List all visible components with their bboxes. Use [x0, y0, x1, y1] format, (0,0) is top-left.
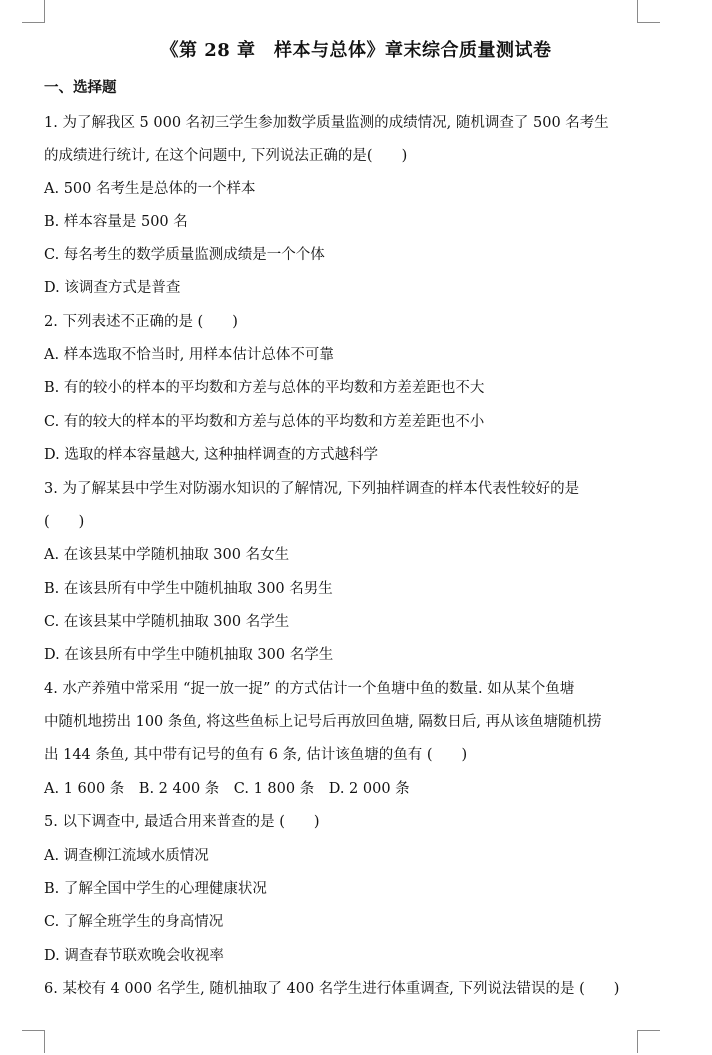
question-line: 4. 水产养殖中常采用 “捉一放一捉” 的方式估计一个鱼塘中鱼的数量. 如从某个鱼塘: [44, 681, 575, 697]
question-line: 的成绩进行统计, 在这个问题中, 下列说法正确的是( ): [44, 148, 408, 164]
question-line: 3. 为了解某县中学生对防溺水知识的了解情况, 下列抽样调查的样本代表性较好的是: [44, 481, 580, 497]
option-line: A. 样本选取不恰当时, 用样本估计总体不可靠: [44, 347, 334, 363]
option-line: B. 了解全国中学生的心理健康状况: [44, 881, 267, 897]
option-line: A. 500 名考生是总体的一个样本: [44, 181, 256, 197]
section-heading: 一、选择题: [44, 80, 117, 96]
question-line: 5. 以下调查中, 最适合用来普查的是 ( ): [44, 814, 320, 830]
question-line: 6. 某校有 4 000 名学生, 随机抽取了 400 名学生进行体重调查, 下列说法错误的是 ( ): [44, 981, 620, 997]
document-title: 《第 28 章 样本与总体》章末综合质量测试卷: [160, 40, 552, 61]
page-corner-mark: [22, 1030, 45, 1053]
question-line: 2. 下列表述不正确的是 ( ): [44, 314, 238, 330]
page-corner-mark: [22, 0, 45, 23]
option-line: D. 在该县所有中学生中随机抽取 300 名学生: [44, 647, 334, 663]
option-line: D. 选取的样本容量越大, 这种抽样调查的方式越科学: [44, 447, 379, 463]
option-line: C. 每名考生的数学质量监测成绩是一个个体: [44, 247, 325, 263]
option-line: B. 样本容量是 500 名: [44, 214, 188, 230]
option-line: D. 调查春节联欢晚会收视率: [44, 948, 224, 964]
option-line: C. 在该县某中学随机抽取 300 名学生: [44, 614, 290, 630]
question-line: 出 144 条鱼, 其中带有记号的鱼有 6 条, 估计该鱼塘的鱼有 ( ): [44, 747, 468, 763]
option-line: B. 在该县所有中学生中随机抽取 300 名男生: [44, 581, 333, 597]
question-line: 1. 为了解我区 5 000 名初三学生参加数学质量监测的成绩情况, 随机调查了 500 名考生: [44, 115, 609, 131]
option-line: C. 有的较大的样本的平均数和方差与总体的平均数和方差差距也不小: [44, 414, 485, 430]
option-line: B. 有的较小的样本的平均数和方差与总体的平均数和方差差距也不大: [44, 380, 485, 396]
option-line: A. 在该县某中学随机抽取 300 名女生: [44, 547, 290, 563]
question-line: 中随机地捞出 100 条鱼, 将这些鱼标上记号后再放回鱼塘, 隔数日后, 再从该鱼塘随机捞: [44, 714, 602, 730]
page-corner-mark: [637, 0, 660, 23]
option-line: A. 调查柳江流域水质情况: [44, 848, 209, 864]
page-corner-mark: [637, 1030, 660, 1053]
option-line: C. 了解全班学生的身高情况: [44, 914, 224, 930]
option-line: A. 1 600 条 B. 2 400 条 C. 1 800 条 D. 2 000 条: [44, 781, 410, 797]
option-line: D. 该调查方式是普查: [44, 280, 181, 296]
question-line: ( ): [44, 514, 85, 530]
